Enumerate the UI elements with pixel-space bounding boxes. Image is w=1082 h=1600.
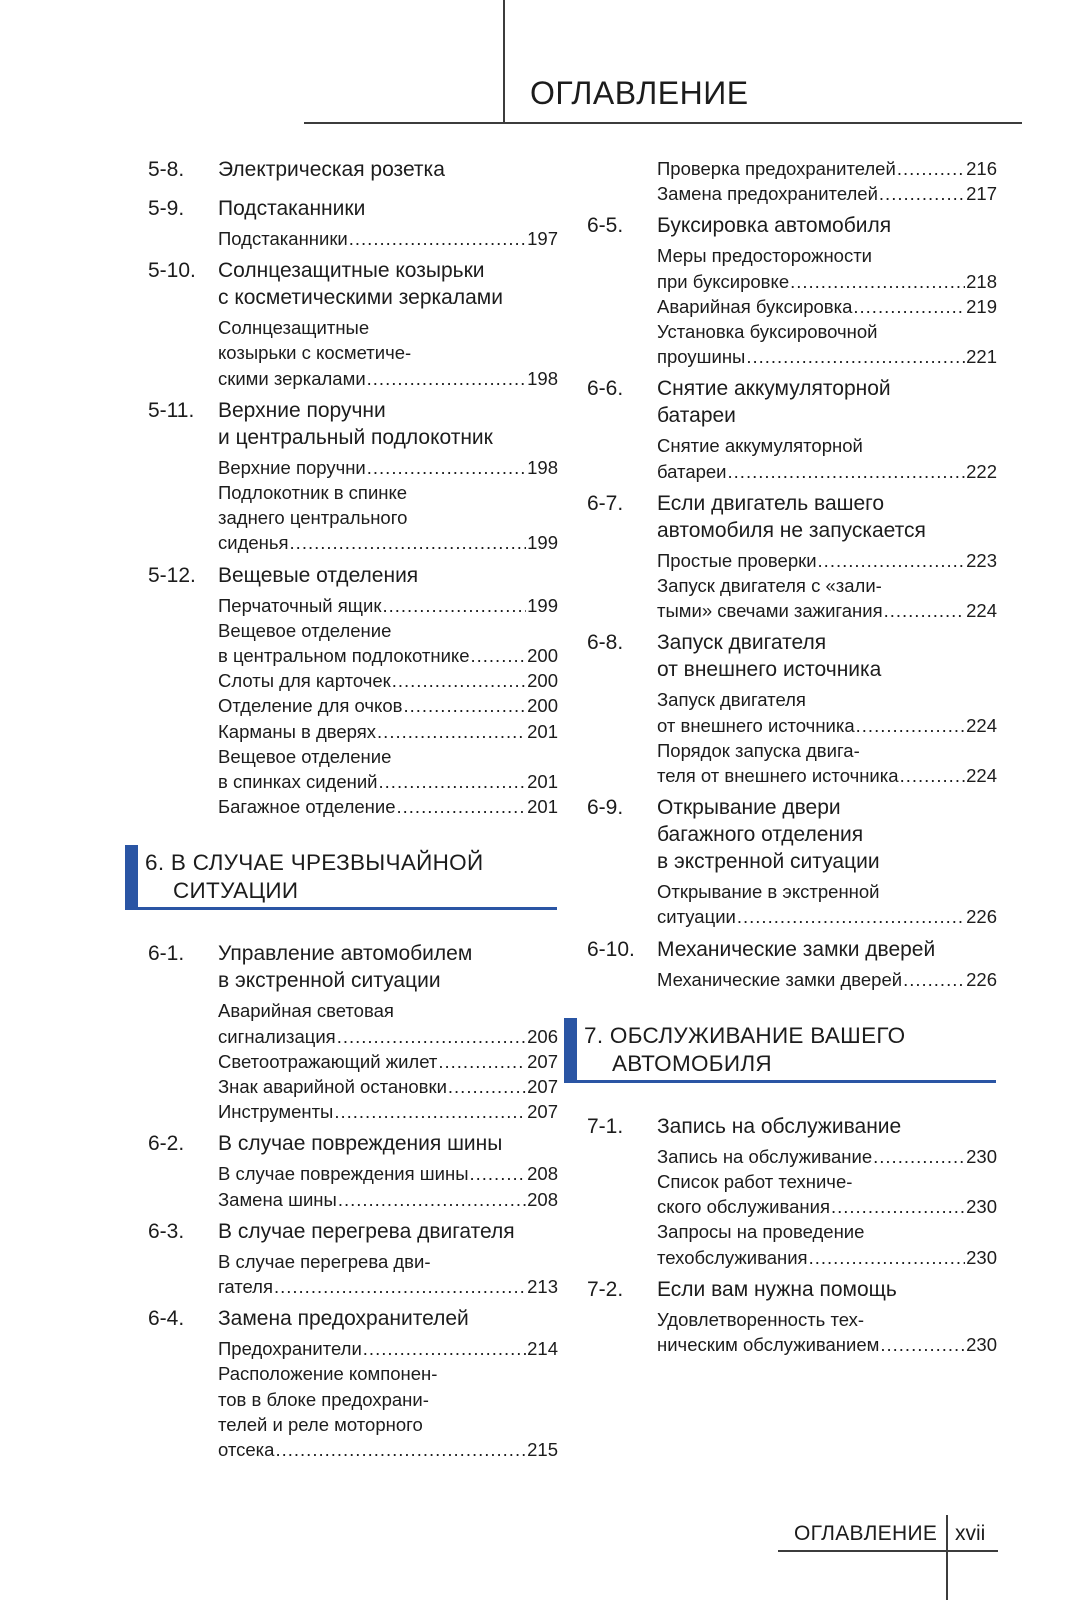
- page-number: 201: [527, 796, 558, 818]
- section-title-line: Открывание двери: [657, 796, 841, 820]
- chapter-heading-6[interactable]: [125, 845, 557, 910]
- toc-entry[interactable]: в спинках сидений ..... 201: [218, 769, 558, 794]
- toc-entry[interactable]: тыми» свечами зажигания ..... 224: [657, 598, 997, 623]
- toc-entry-line: тов в блоке предохрани-: [218, 1388, 429, 1410]
- toc-section-5-10[interactable]: [148, 257, 558, 311]
- leader-dots: [397, 794, 527, 819]
- section-title: Подстаканники: [218, 197, 366, 220]
- section-number: 6-9.: [587, 796, 624, 820]
- section-number: 5-10.: [148, 259, 196, 283]
- toc-entries: [587, 548, 997, 624]
- toc-entry-line: Расположение компонен-: [218, 1363, 438, 1385]
- toc-section-6-9[interactable]: [587, 794, 997, 875]
- leader-dots: [438, 1049, 526, 1074]
- toc-entry[interactable]: В случае повреждения шины ..... 208: [218, 1161, 558, 1186]
- leader-dots: [471, 643, 527, 668]
- chapter-title-line: АВТОМОБИЛЯ: [612, 1050, 772, 1076]
- section-number: 6-1.: [148, 942, 185, 966]
- section-title: Механические замки дверей: [657, 937, 936, 961]
- toc-entries: [587, 1307, 997, 1357]
- section-title: Электрическая розетка: [218, 158, 445, 181]
- toc-entry[interactable]: гателя ..... 213: [218, 1274, 558, 1299]
- section-number: 7-1.: [587, 1114, 624, 1138]
- toc-entry[interactable]: проушины ..... 221: [657, 344, 997, 369]
- toc-entries: [148, 226, 558, 251]
- page-number: 200: [527, 695, 558, 717]
- toc-entry[interactable]: Инструменты ..... 207: [218, 1099, 558, 1124]
- toc-entry[interactable]: от внешнего источника ..... 224: [657, 713, 997, 738]
- page-number: 197: [527, 228, 558, 249]
- page-number: 208: [527, 1163, 558, 1185]
- toc-entries: [587, 243, 997, 369]
- section-number: 6-5.: [587, 214, 624, 238]
- leader-dots: [377, 719, 526, 744]
- toc-section-6-4[interactable]: [148, 1305, 558, 1332]
- toc-entry-line: Открывание в экстренной: [657, 881, 880, 903]
- section-title-line: в экстренной ситуации: [218, 969, 441, 993]
- leader-dots: [884, 598, 966, 623]
- page-number: 224: [966, 600, 997, 622]
- toc-entry[interactable]: Карманы в дверях ..... 201: [218, 719, 558, 744]
- toc-entries: [148, 1336, 558, 1462]
- chapter-heading-7[interactable]: [564, 1018, 996, 1083]
- section-title-line: Верхние поручни: [218, 398, 386, 422]
- toc-right-column: [584, 156, 997, 1363]
- chapter-title-line: 6. В СЛУЧАЕ ЧРЕЗВЫЧАЙНОЙ: [145, 850, 484, 876]
- page-number: 208: [527, 1188, 558, 1210]
- toc-entry[interactable]: Перчаточный ящик ..... 199: [218, 593, 558, 618]
- toc-entry[interactable]: Светоотражающий жилет ..... 207: [218, 1049, 558, 1074]
- leader-dots: [728, 459, 966, 484]
- page-number: 224: [966, 765, 997, 787]
- section-number: 5-11.: [148, 398, 195, 422]
- section-title-line: Если двигатель вашего: [657, 491, 885, 515]
- leader-dots: [809, 1245, 966, 1270]
- toc-entry-line: Меры предосторожности: [657, 245, 873, 267]
- toc-entry[interactable]: Аварийная буксировка ..... 219: [657, 294, 997, 319]
- footer-horizontal-rule: [778, 1550, 998, 1552]
- toc-section-6-3[interactable]: [148, 1218, 558, 1245]
- section-title: В случае повреждения шины: [218, 1132, 503, 1156]
- toc-section-7-2[interactable]: [587, 1276, 997, 1303]
- footer-page-number: xvii: [955, 1522, 986, 1545]
- toc-entry-line: Запуск двигателя: [657, 689, 806, 711]
- page-number: 219: [966, 295, 997, 317]
- footer-vertical-rule: [946, 1515, 948, 1600]
- toc-entry-line: Порядок запуска двига-: [657, 739, 860, 761]
- section-title: В случае перегрева двигателя: [218, 1219, 515, 1243]
- leader-dots: [790, 269, 965, 294]
- toc-entry-line: Солнцезащитные: [218, 317, 370, 339]
- toc-section-5-11[interactable]: [148, 397, 558, 451]
- toc-entry[interactable]: ситуации ..... 226: [657, 904, 997, 929]
- toc-entry[interactable]: Верхние поручни ..... 198: [218, 455, 558, 480]
- chapter-title-line: 7. ОБСЛУЖИВАНИЕ ВАШЕГО: [584, 1022, 906, 1048]
- leader-dots: [470, 1161, 527, 1186]
- toc-entries: [587, 879, 997, 929]
- leader-dots: [392, 668, 526, 693]
- page-number: 207: [527, 1076, 558, 1098]
- toc-entries: [587, 967, 997, 992]
- section-number: 6-3.: [148, 1219, 185, 1243]
- page-number: 226: [966, 906, 997, 928]
- toc-entries: [587, 687, 997, 788]
- page-number: 226: [966, 968, 997, 990]
- toc-entry-line: козырьки с косметиче-: [218, 342, 412, 364]
- leader-dots: [448, 1074, 526, 1099]
- page-number: 223: [966, 549, 997, 571]
- section-title: Вещевые отделения: [218, 563, 419, 587]
- page-number: 201: [527, 720, 558, 742]
- page-number: 230: [966, 1246, 997, 1268]
- page-number: 206: [527, 1025, 558, 1047]
- page-number: 207: [527, 1101, 558, 1123]
- section-title: Если вам нужна помощь: [657, 1277, 897, 1301]
- section-title-line: автомобиля не запускается: [657, 518, 926, 542]
- toc-entry-line: Удовлетворенность тех-: [657, 1308, 865, 1330]
- toc-entry-line: заднего центрального: [218, 507, 408, 529]
- leader-dots: [873, 1144, 965, 1169]
- toc-entries: [148, 998, 558, 1124]
- leader-dots: [900, 763, 966, 788]
- chapter-title-line: СИТУАЦИИ: [173, 878, 299, 904]
- section-title-line: от внешнего источника: [657, 658, 882, 682]
- page-number: 218: [966, 270, 997, 292]
- toc-entry[interactable]: Подстаканники ..... 197: [218, 226, 558, 251]
- section-number: 6-4.: [148, 1307, 185, 1331]
- page-title: ОГЛАВЛЕНИЕ: [530, 75, 749, 111]
- leader-dots: [737, 904, 965, 929]
- toc-entry-line: Запросы на проведение: [657, 1221, 865, 1243]
- toc-entries: [148, 455, 558, 556]
- section-title-line: Солнцезащитные козырьки: [218, 259, 485, 283]
- leader-dots: [853, 294, 965, 319]
- section-number: 5-12.: [148, 563, 196, 587]
- leader-dots: [746, 344, 965, 369]
- toc-entries: [587, 156, 997, 206]
- toc-entries: [148, 1249, 558, 1299]
- leader-dots: [897, 156, 965, 181]
- toc-entry-line: Подлокотник в спинке: [218, 482, 408, 504]
- toc-entry[interactable]: Запись на обслуживание ..... 230: [657, 1144, 997, 1169]
- section-number: 7-2.: [587, 1277, 624, 1301]
- page-number: 224: [966, 714, 997, 736]
- leader-dots: [274, 1274, 526, 1299]
- toc-section-6-5[interactable]: [587, 212, 997, 239]
- leader-dots: [382, 593, 526, 618]
- leader-dots: [856, 713, 965, 738]
- toc-section-6-6[interactable]: [587, 375, 997, 429]
- toc-entry[interactable]: Простые проверки ..... 223: [657, 548, 997, 573]
- toc-entry[interactable]: техобслуживания ..... 230: [657, 1245, 997, 1270]
- leader-dots: [363, 1336, 526, 1361]
- leader-dots: [338, 1187, 526, 1212]
- page-number: 198: [527, 456, 558, 478]
- toc-entry[interactable]: скими зеркалами ..... 198: [218, 366, 558, 391]
- section-title-line: багажного отделения: [657, 823, 864, 847]
- toc-section-6-10[interactable]: [587, 936, 997, 963]
- section-title: Буксировка автомобиля: [657, 214, 892, 238]
- section-title-line: в экстренной ситуации: [657, 850, 880, 874]
- leader-dots: [903, 967, 965, 992]
- toc-entry-line: Вещевое отделение: [218, 619, 392, 641]
- section-number: 6-2.: [148, 1132, 185, 1156]
- section-number: 6-8.: [587, 631, 624, 655]
- toc-left-column: [145, 156, 558, 1468]
- page-number: 216: [966, 158, 997, 179]
- page-number: 230: [966, 1145, 997, 1167]
- toc-section-5-8[interactable]: [148, 156, 558, 183]
- toc-entry-line: Установка буксировочной: [657, 321, 878, 343]
- toc-entry[interactable]: Багажное отделение ..... 201: [218, 794, 558, 819]
- toc-entry[interactable]: Знак аварийной остановки ..... 207: [218, 1074, 558, 1099]
- leader-dots: [349, 226, 526, 251]
- page-number: 214: [527, 1338, 558, 1360]
- leader-dots: [367, 366, 526, 391]
- toc-entry-line: Снятие аккумуляторной: [657, 435, 863, 457]
- section-number: 6-6.: [587, 377, 624, 401]
- leader-dots: [403, 693, 526, 718]
- toc-entry-line: Вещевое отделение: [218, 745, 392, 767]
- section-title: Замена предохранителей: [218, 1307, 469, 1331]
- toc-entry[interactable]: сигнализация ..... 206: [218, 1024, 558, 1049]
- toc-section-6-7[interactable]: [587, 490, 997, 544]
- leader-dots: [337, 1024, 526, 1049]
- toc-entry-line: Аварийная световая: [218, 1000, 394, 1022]
- toc-entry[interactable]: Отделение для очков ..... 200: [218, 693, 558, 718]
- toc-entries: [587, 1144, 997, 1270]
- page-number: 230: [966, 1334, 997, 1356]
- toc-entry-line: Запуск двигателя с «зали-: [657, 575, 882, 597]
- leader-dots: [379, 769, 527, 794]
- footer-label: ОГЛАВЛЕНИЕ: [794, 1522, 938, 1545]
- toc-entry[interactable]: Механические замки дверей ..... 226: [657, 967, 997, 992]
- section-number: 5-8.: [148, 158, 185, 181]
- leader-dots: [880, 1332, 965, 1357]
- toc-entry[interactable]: батареи ..... 222: [657, 459, 997, 484]
- toc-section-5-12[interactable]: [148, 562, 558, 589]
- toc-entry[interactable]: отсека ..... 215: [218, 1437, 558, 1462]
- section-title-line: и центральный подлокотник: [218, 425, 493, 449]
- toc-entry[interactable]: ского обслуживания ..... 230: [657, 1194, 997, 1219]
- toc-section-7-1[interactable]: [587, 1113, 997, 1140]
- page-number: 198: [527, 367, 558, 389]
- toc-entry-line: телей и реле моторного: [218, 1413, 423, 1435]
- toc-section-6-1[interactable]: [148, 940, 558, 994]
- toc-entries: [587, 433, 997, 483]
- page-number: 213: [527, 1276, 558, 1298]
- toc-entries: [148, 1161, 558, 1211]
- leader-dots: [831, 1194, 965, 1219]
- leader-dots: [334, 1099, 526, 1124]
- toc-entry[interactable]: при буксировке ..... 218: [657, 269, 997, 294]
- section-title-line: Управление автомобилем: [218, 942, 473, 966]
- section-number: 6-10.: [587, 937, 635, 961]
- toc-entry[interactable]: Слоты для карточек ..... 200: [218, 668, 558, 693]
- toc-entries: [148, 315, 558, 391]
- section-title-line: Снятие аккумуляторной: [657, 377, 891, 401]
- toc-entry[interactable]: в центральном подлокотнике ..... 200: [218, 643, 558, 668]
- section-title-line: Запуск двигателя: [657, 631, 827, 655]
- header-vertical-rule: [503, 0, 505, 124]
- leader-dots: [367, 455, 526, 480]
- section-title-line: батареи: [657, 404, 736, 428]
- section-number: 6-7.: [587, 491, 624, 515]
- page-number: 217: [966, 183, 997, 205]
- toc-entry[interactable]: Проверка предохранителей ..... 216: [657, 156, 997, 181]
- page-number: 215: [527, 1439, 558, 1461]
- page-number: 199: [527, 594, 558, 616]
- toc-entry[interactable]: Предохранители ..... 214: [218, 1336, 558, 1361]
- section-title-line: с косметическими зеркалами: [218, 286, 503, 310]
- page-number: 222: [966, 460, 997, 482]
- toc-entry[interactable]: сиденья ..... 199: [218, 530, 558, 555]
- toc-entry[interactable]: Замена шины ..... 208: [218, 1187, 558, 1212]
- toc-section-5-9[interactable]: [148, 195, 558, 222]
- page-number: 230: [966, 1196, 997, 1218]
- toc-entry[interactable]: теля от внешнего источника ..... 224: [657, 763, 997, 788]
- toc-entry[interactable]: ническим обслуживанием ..... 230: [657, 1332, 997, 1357]
- section-number: 5-9.: [148, 197, 185, 220]
- page-number: 201: [527, 771, 558, 793]
- leader-dots: [818, 548, 966, 573]
- leader-dots: [275, 1437, 526, 1462]
- page-number: 221: [966, 346, 997, 368]
- page-number: 207: [527, 1050, 558, 1072]
- page-number: 199: [527, 532, 558, 554]
- leader-dots: [290, 530, 527, 555]
- toc-entries: [148, 593, 558, 820]
- toc-entry-line: В случае перегрева дви-: [218, 1250, 431, 1272]
- toc-section-6-8[interactable]: [587, 629, 997, 683]
- header-horizontal-rule: [304, 122, 1022, 124]
- page-number: 200: [527, 670, 558, 692]
- leader-dots: [879, 181, 965, 206]
- section-title: Запись на обслуживание: [657, 1114, 902, 1138]
- toc-entry-line: Список работ техниче-: [657, 1171, 853, 1193]
- page-number: 200: [527, 645, 558, 667]
- toc-section-6-2[interactable]: [148, 1130, 558, 1157]
- toc-entry[interactable]: Замена предохранителей ..... 217: [657, 181, 997, 206]
